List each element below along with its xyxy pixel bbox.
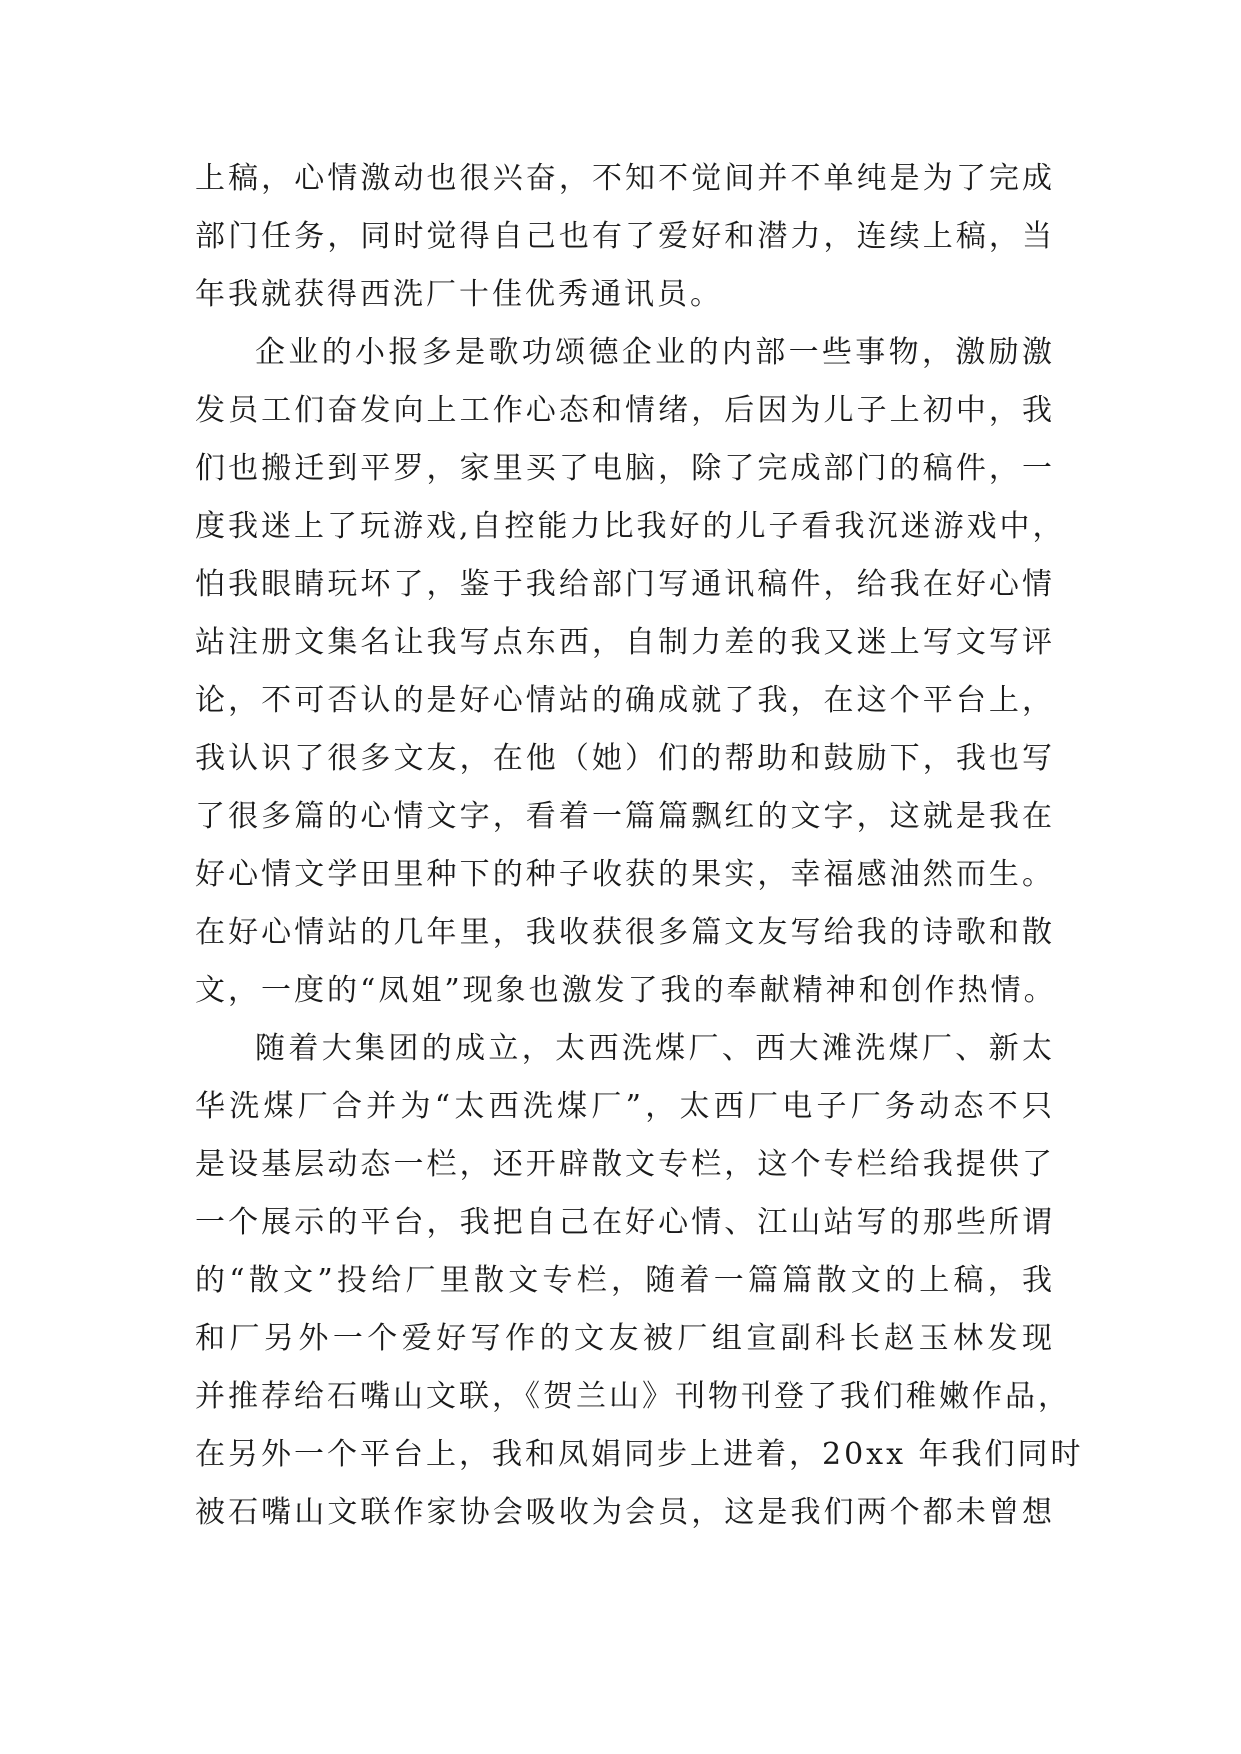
text-line: 并推荐给石嘴山文联，《贺兰山》刊物刊登了我们稚嫩作品， xyxy=(195,1379,1071,1414)
text-line: 怕我眼睛玩坏了，鉴于我给部门写通讯稿件，给我在好心情 xyxy=(195,567,1055,602)
text-line: 在好心情站的几年里，我收获很多篇文友写给我的诗歌和散 xyxy=(195,915,1055,950)
text-line: 在另外一个平台上，我和凤娟同步上进着，20xx 年我们同时 xyxy=(195,1437,1084,1472)
text-line: 是设基层动态一栏，还开辟散文专栏，这个专栏给我提供了 xyxy=(195,1147,1055,1182)
text-line: 度我迷上了玩游戏,自控能力比我好的儿子看我沉迷游戏中， xyxy=(195,509,1066,544)
text-line: 的“散文”投给厂里散文专栏，随着一篇篇散文的上稿，我 xyxy=(195,1263,1055,1298)
text-line: 发员工们奋发向上工作心态和情绪，后因为儿子上初中，我 xyxy=(195,393,1055,428)
text-line: 我认识了很多文友，在他（她）们的帮助和鼓励下，我也写 xyxy=(195,741,1055,776)
text-line: 文，一度的“凤姐”现象也激发了我的奉献精神和创作热情。 xyxy=(195,973,1057,1008)
text-line: 和厂另外一个爱好写作的文友被厂组宣副科长赵玉林发现 xyxy=(195,1321,1055,1356)
text-line: 年我就获得西洗厂十佳优秀通讯员。 xyxy=(195,277,723,312)
text-line: 一个展示的平台，我把自己在好心情、江山站写的那些所谓 xyxy=(195,1205,1055,1240)
text-line: 华洗煤厂合并为“太西洗煤厂”，太西厂电子厂务动态不只 xyxy=(195,1089,1055,1124)
text-line: 被石嘴山文联作家协会吸收为会员，这是我们两个都未曾想 xyxy=(195,1495,1055,1530)
text-line: 论，不可否认的是好心情站的确成就了我，在这个平台上， xyxy=(195,683,1055,718)
text-line: 了很多篇的心情文字，看着一篇篇飘红的文字，这就是我在 xyxy=(195,799,1055,834)
text-line: 站注册文集名让我写点东西，自制力差的我又迷上写文写评 xyxy=(195,625,1055,660)
text-line: 部门任务，同时觉得自己也有了爱好和潜力，连续上稿，当 xyxy=(195,219,1055,254)
text-line: 好心情文学田里种下的种子收获的果实，幸福感油然而生。 xyxy=(195,857,1055,892)
text-line: 上稿，心情激动也很兴奋，不知不觉间并不单纯是为了完成 xyxy=(195,161,1055,196)
text-line: 企业的小报多是歌功颂德企业的内部一些事物，激励激 xyxy=(255,335,1055,370)
text-line: 随着大集团的成立，太西洗煤厂、西大滩洗煤厂、新太 xyxy=(255,1031,1055,1066)
text-line: 们也搬迁到平罗，家里买了电脑，除了完成部门的稿件，一 xyxy=(195,451,1055,486)
body-text xyxy=(195,150,1084,1542)
